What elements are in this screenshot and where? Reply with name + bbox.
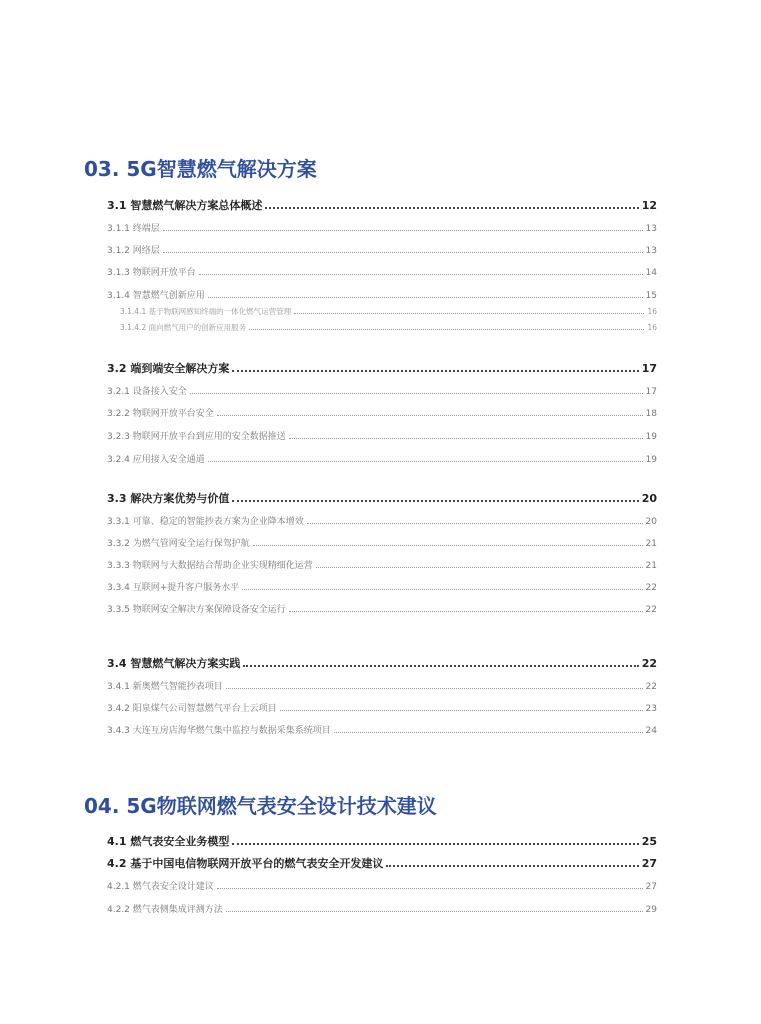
toc-page-number: 23 — [645, 704, 657, 714]
toc-entry-4-1[interactable] — [107, 833, 657, 849]
toc-entry-title: 3.1.3 物联网开放平台 — [107, 268, 196, 278]
toc-page-number: 18 — [645, 409, 657, 419]
toc-entry-3-4-1[interactable] — [107, 679, 657, 692]
leader-dots — [232, 493, 638, 502]
leader-dots — [334, 727, 643, 733]
toc-page-number: 27 — [645, 882, 657, 892]
leader-dots — [242, 584, 642, 590]
toc-entry-title: 3.4.2 阳泉煤气公司智慧燃气平台上云项目 — [107, 704, 277, 714]
toc-entry-3-4-2[interactable] — [107, 701, 657, 714]
leader-dots — [208, 456, 643, 462]
toc-page-number: 17 — [641, 362, 657, 375]
toc-entry-3-3-2[interactable] — [107, 536, 657, 549]
toc-page-number: 14 — [645, 268, 657, 278]
toc-entry-title: 3.3.1 可靠、稳定的智能抄表方案为企业降本增效 — [107, 517, 304, 527]
toc-page-number: 16 — [647, 307, 657, 316]
toc-entry-title: 3.2.2 物联网开放平台安全 — [107, 409, 214, 419]
toc-entry-3-1[interactable] — [107, 197, 657, 213]
toc-page-number: 22 — [645, 605, 657, 615]
toc-entry-title: 3.3.2 为燃气管网安全运行保驾护航 — [107, 539, 250, 549]
leader-dots — [316, 562, 643, 568]
toc-page-number: 21 — [645, 561, 657, 571]
leader-dots — [217, 883, 643, 889]
toc-entry-3-3-1[interactable] — [107, 514, 657, 527]
toc-entry-title: 3.2.1 设备接入安全 — [107, 387, 187, 397]
toc-page-number: 12 — [641, 199, 657, 212]
toc-entry-title: 3.1.4.2 面向燃气用户的创新应用服务 — [120, 323, 247, 332]
toc-entry-3-2-2[interactable] — [107, 406, 657, 419]
leader-dots — [280, 705, 643, 711]
toc-page-number: 29 — [645, 905, 657, 915]
toc-entry-3-1-3[interactable] — [107, 265, 657, 278]
toc-entry-title: 3.3.5 物联网安全解决方案保障设备安全运行 — [107, 605, 286, 615]
toc-entry-3-1-2[interactable] — [107, 243, 657, 256]
toc-entry-title: 4.2.1 燃气表安全设计建议 — [107, 882, 214, 892]
toc-entry-3-3[interactable] — [107, 490, 657, 506]
leader-dots — [163, 225, 643, 231]
toc-entry-3-3-3[interactable] — [107, 558, 657, 571]
toc-page-number: 20 — [645, 517, 657, 527]
toc-entry-title: 3.1.2 网络层 — [107, 246, 160, 256]
toc-entry-title: 3.1.4 智慧燃气创新应用 — [107, 291, 205, 301]
toc-page-number: 15 — [645, 291, 657, 301]
toc-entry-title: 4.1 燃气表安全业务模型 — [107, 835, 230, 848]
leader-dots — [253, 540, 643, 546]
toc-page-number: 19 — [645, 432, 657, 442]
toc-entry-title: 3.3.3 物联网与大数据结合帮助企业实现精细化运营 — [107, 561, 313, 571]
leader-dots — [386, 858, 638, 867]
toc-entry-title: 3.4.1 新奥燃气智能抄表项目 — [107, 682, 223, 692]
toc-entry-title: 3.1.4.1 基于物联网感知终端的一体化燃气运营管理 — [120, 307, 292, 316]
toc-page-number: 16 — [647, 323, 657, 332]
leader-dots — [289, 606, 643, 612]
toc-entry-title: 3.4 智慧燃气解决方案实践 — [107, 657, 241, 670]
toc-entry-3-1-4-2[interactable] — [120, 322, 657, 333]
toc-entry-3-2-1[interactable] — [107, 384, 657, 397]
leader-dots — [249, 325, 644, 331]
toc-entry-3-3-4[interactable] — [107, 580, 657, 593]
leader-dots — [217, 410, 643, 416]
chapter-title-03: 03. 5G智慧燃气解决方案 — [84, 157, 317, 181]
toc-page-number: 22 — [645, 583, 657, 593]
leader-dots — [163, 247, 643, 253]
toc-entry-3-1-4-1[interactable] — [120, 306, 657, 317]
leader-dots — [243, 658, 638, 667]
toc-page-number: 20 — [641, 492, 657, 505]
toc-entry-title: 3.2.3 物联网开放平台到应用的安全数据推送 — [107, 432, 286, 442]
chapter-title-04: 04. 5G物联网燃气表安全设计技术建议 — [84, 794, 437, 818]
toc-entry-title: 4.2.2 燃气表侧集成评测方法 — [107, 905, 223, 915]
toc-entry-3-4[interactable] — [107, 655, 657, 671]
leader-dots — [232, 836, 638, 845]
toc-entry-3-2[interactable] — [107, 360, 657, 376]
leader-dots — [208, 292, 643, 298]
toc-entry-title: 4.2 基于中国电信物联网开放平台的燃气表安全开发建议 — [107, 857, 384, 870]
toc-page-number: 27 — [641, 857, 657, 870]
toc-page-number: 13 — [645, 224, 657, 234]
toc-page-number: 25 — [641, 835, 657, 848]
toc-entry-3-2-4[interactable] — [107, 452, 657, 465]
toc-entry-title: 3.4.3 大连互房店海华燃气集中监控与数据采集系统项目 — [107, 726, 331, 736]
toc-entry-4-2-2[interactable] — [107, 902, 657, 915]
leader-dots — [226, 906, 643, 912]
toc-page-number: 17 — [645, 387, 657, 397]
leader-dots — [289, 433, 643, 439]
leader-dots — [190, 388, 643, 394]
toc-entry-title: 3.1 智慧燃气解决方案总体概述 — [107, 199, 263, 212]
toc-entry-title: 3.3.4 互联网+提升客户服务水平 — [107, 583, 240, 593]
leader-dots — [199, 269, 643, 275]
leader-dots — [232, 363, 638, 372]
toc-entry-3-4-3[interactable] — [107, 723, 657, 736]
toc-page-number: 19 — [645, 455, 657, 465]
toc-entry-3-2-3[interactable] — [107, 429, 657, 442]
toc-entry-3-1-4[interactable] — [107, 288, 657, 301]
leader-dots — [226, 683, 643, 689]
leader-dots — [265, 200, 638, 209]
leader-dots — [307, 518, 643, 524]
leader-dots — [294, 309, 644, 315]
toc-page-number: 13 — [645, 246, 657, 256]
toc-entry-4-2[interactable] — [107, 855, 657, 871]
toc-entry-3-1-1[interactable] — [107, 221, 657, 234]
toc-page-number: 21 — [645, 539, 657, 549]
toc-entry-title: 3.2 端到端安全解决方案 — [107, 362, 230, 375]
toc-entry-title: 3.2.4 应用接入安全通道 — [107, 455, 205, 465]
toc-entry-title: 3.3 解决方案优势与价值 — [107, 492, 230, 505]
toc-page-number: 22 — [641, 657, 657, 670]
toc-entry-3-3-5[interactable] — [107, 602, 657, 615]
toc-page-number: 22 — [645, 682, 657, 692]
toc-entry-4-2-1[interactable] — [107, 879, 657, 892]
toc-page-number: 24 — [645, 726, 657, 736]
toc-entry-title: 3.1.1 终端层 — [107, 224, 160, 234]
